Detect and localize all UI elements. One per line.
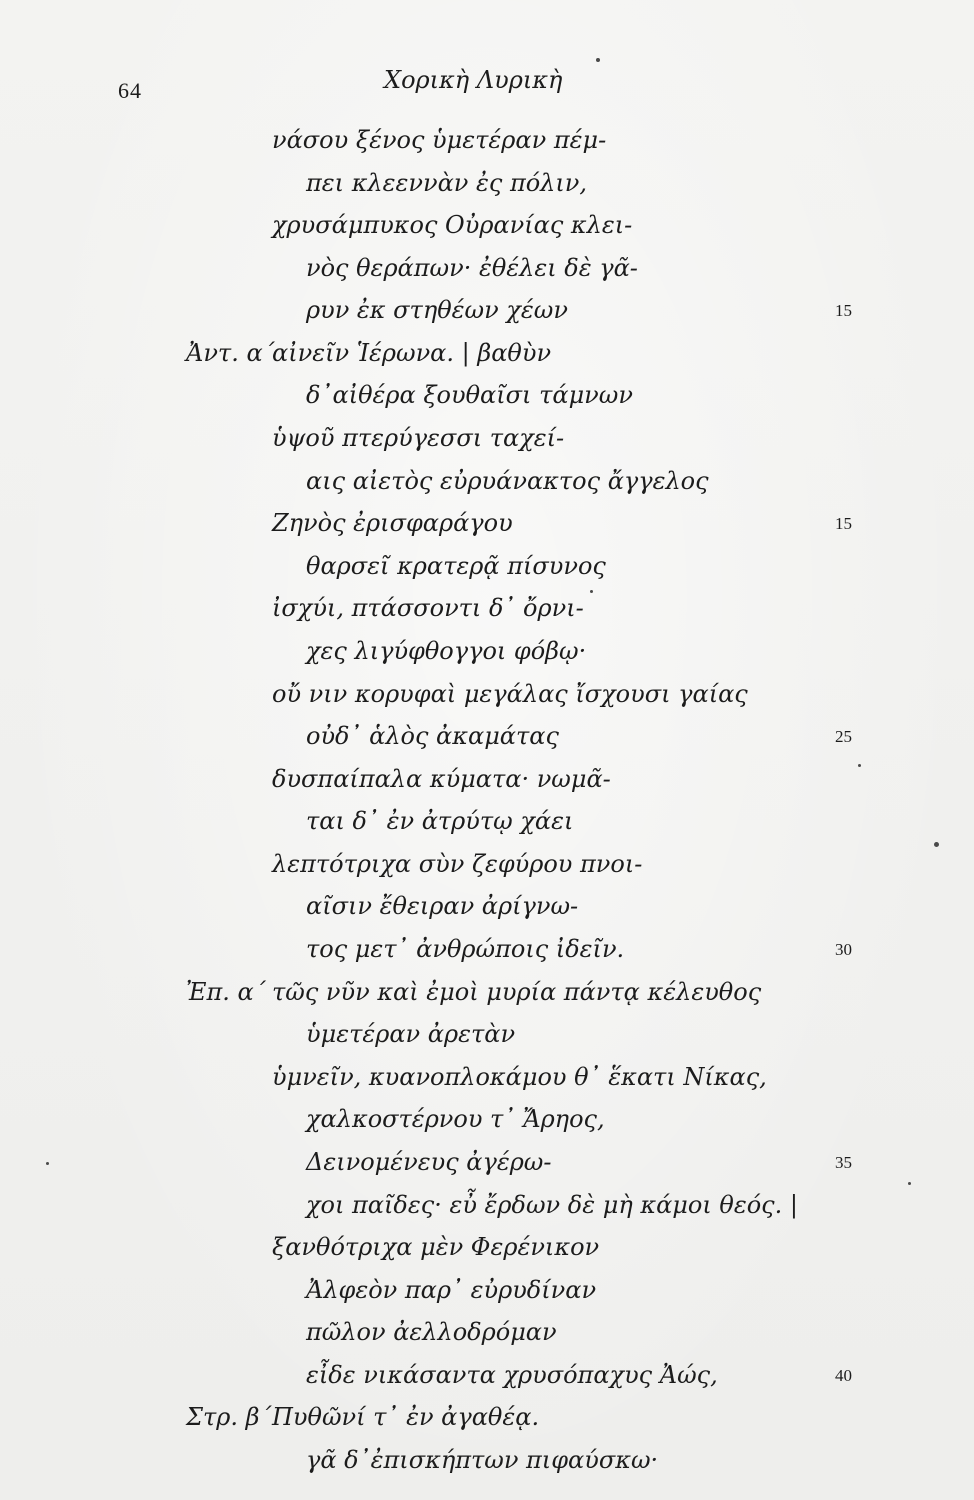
section-marker-strophe: Στρ. β´ [186,1403,272,1431]
running-title: Χορικὴ Λυρικὴ [384,66,563,94]
verse-line: χαλκοστέρνου τ᾽ Ἄρηος, [306,1105,605,1133]
verse-line: ξανθότριχα μὲν Φερένικον [272,1233,600,1261]
verse-line: οὔ νιν κορυφαὶ μεγάλας ἴσχουσι γαίας [272,680,748,708]
verse-line: χες λιγύφθογγοι φόβῳ· [306,637,587,665]
scan-speck [46,1162,49,1165]
scan-speck [934,842,939,847]
section-marker-epode: Ἐπ. α´ [186,978,266,1006]
verse-line: γᾶ δ᾽ἐπισκήπτων πιφαύσκω· [306,1446,659,1474]
line-number: 30 [835,940,852,959]
verse-line: αῖσιν ἔθειραν ἀρίγνω- [306,892,579,920]
verse-line: οὐδ᾽ ἁλὸς ἀκαμάτας [306,722,559,750]
verse-line: τῶς νῦν καὶ ἐμοὶ μυρία πάντᾳ κέλευθος [272,978,762,1006]
line-number: 15 [835,301,852,320]
verse-line: νὸς θεράπων· ἐθέλει δὲ γᾶ- [306,254,638,282]
verse-line: ὑμετέραν ἀρετὰν [306,1020,516,1048]
verse-line: ὑμνεῖν, κυανοπλοκάμου θ᾽ ἕκατι Νίκας, [272,1063,767,1091]
verse-line: πῶλον ἀελλοδρόμαν [306,1318,557,1346]
verse-line: χοι παῖδες· εὖ ἔρδων δὲ μὴ κάμοι θεός. | [306,1191,798,1219]
verse-line: θαρσεῖ κρατερᾷ πίσυνος [306,552,606,580]
verse-line: ὑψοῦ πτερύγεσσι ταχεί- [272,424,565,452]
verse-line: Δεινομένευς ἀγέρω- [306,1148,552,1176]
page-number: 64 [118,78,142,103]
verse-line: τος μετ᾽ ἀνθρώποις ἰδεῖν. [306,935,625,963]
verse-line: ρυν ἐκ στηθέων χέων [306,296,568,324]
verse-line: αἰνεῖν Ἱέρωνα. | βαθὺν [272,339,552,367]
line-number: 40 [835,1366,852,1385]
verse-line: ἰσχύι, πτάσσοντι δ᾽ ὄρνι- [272,594,584,622]
verse-line: Ἀλφεὸν παρ᾽ εὐρυδίναν [306,1276,597,1304]
verse-line: αις αἰετὸς εὐρυάνακτος ἄγγελος [306,467,709,495]
scan-speck [596,58,600,62]
verse-line: δ᾽αἰθέρα ξουθαῖσι τάμνων [306,381,633,409]
line-number: 25 [835,727,852,746]
verse-line: δυσπαίπαλα κύματα· νωμᾶ- [272,765,611,793]
scan-speck [590,590,593,593]
scan-speck [908,1182,911,1185]
line-number: 15 [835,514,852,533]
verse-line: λεπτότριχα σὺν ζεφύρου πνοι- [272,850,643,878]
line-number: 35 [835,1153,852,1172]
verse-line: πει κλεεννὰν ἐς πόλιν, [306,169,588,197]
verse-line: ται δ᾽ ἐν ἀτρύτῳ χάει [306,807,574,835]
verse-line: Ζηνὸς ἐρισφαράγου [272,509,513,537]
section-marker-antistrophe: Ἀντ. α´ [186,339,275,367]
scan-speck [858,764,861,767]
verse-line: Πυθῶνί τ᾽ ἐν ἀγαθέᾳ. [272,1403,540,1431]
verse-line: εἶδε νικάσαντα χρυσόπαχυς Ἀώς, [306,1361,718,1389]
verse-line: χρυσάμπυκος Οὐρανίας κλει- [272,211,633,239]
verse-line: νάσου ξένος ὑμετέραν πέμ- [272,126,607,154]
